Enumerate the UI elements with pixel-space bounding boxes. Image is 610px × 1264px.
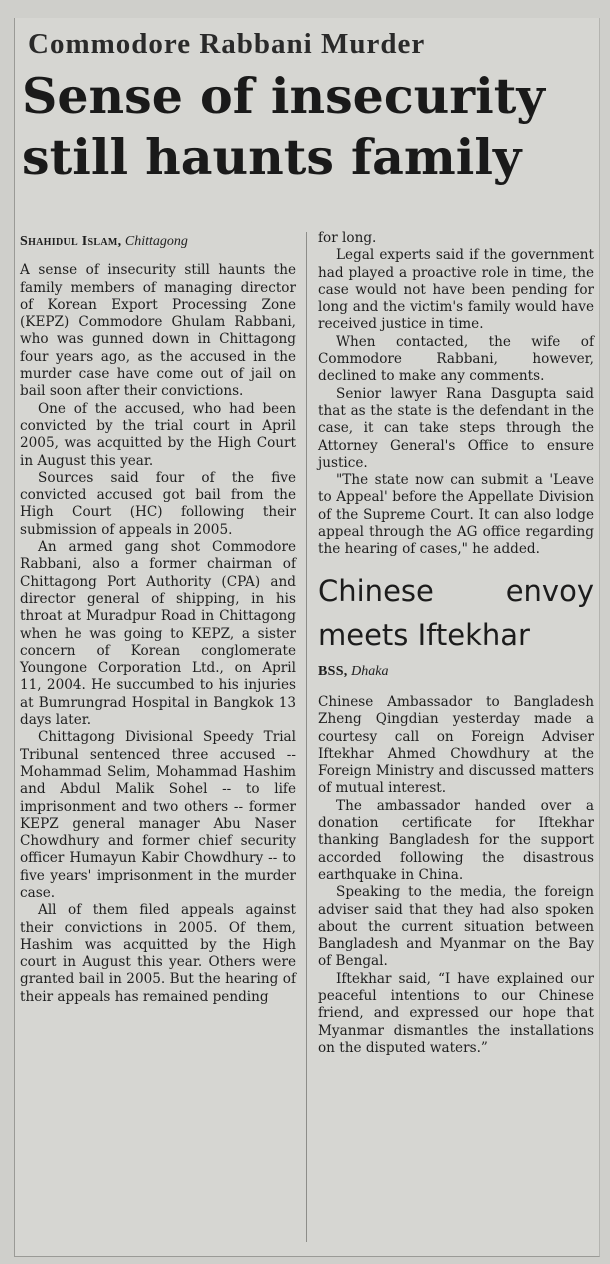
article-column-right	[318, 230, 594, 1057]
article-paragraph: Senior lawyer Rana Dasgupta said that as the state is the defendant in the case, it can take steps through the Attorney General's Office to ensure justice.	[318, 385, 594, 471]
article-headline: Sense of insecurity still haunts family	[22, 67, 545, 186]
brief-byline	[318, 663, 594, 680]
article-kicker: Commodore Rabbani Murder	[28, 28, 426, 60]
byline-location: Chittagong	[124, 234, 188, 249]
brief-paragraph: The ambassador handed over a donation certificate for Iftekhar thanking Bangladesh for the support accorded following the disastrous earthquake in China.	[318, 797, 594, 883]
brief-paragraph: Iftekhar said, “I have explained our peaceful intentions to our Chinese friend, and expressed our hope that Myanmar dismantles the installations on the disputed waters.”	[318, 970, 594, 1056]
brief-headline: Chinese envoy meets Iftekhar	[318, 573, 594, 652]
article-paragraph: When contacted, the wife of Commodore Rabbani, however, declined to make any comments.	[318, 333, 594, 385]
article-paragraph: An armed gang shot Commodore Rabbani, also a former chairman of Chittagong Port Authority (CPA) and director general of shipping, in his throat at Muradpur Road in Chittagong when he was going to KEPZ, a sister concern of Korean conglomerate Youngone Corporation Ltd., on April 11, 2004. He succumbed to his injuries at Bumrungrad Hospital in Bangkok 13 days later.	[20, 539, 296, 729]
article-paragraph: Sources said four of the five convicted accused got bail from the High Court (HC) following their submission of appeals in 2005.	[20, 469, 296, 538]
article-paragraph: Legal experts said if the government had played a proactive role in time, the case would not have been pending for long and the victim's family would have received justice in time.	[318, 247, 594, 333]
article-column-left	[20, 230, 296, 1006]
article-paragraph: "The state now can submit a 'Leave to Appeal' before the Appellate Division of the Supreme Court. It can also lodge appeal through the AG office regarding the hearing of cases," he added.	[318, 472, 594, 558]
brief-paragraph: Chinese Ambassador to Bangladesh Zheng Qingdian yesterday made a courtesy call on Foreign Adviser Iftekhar Ahmed Chowdhury at the Foreign Ministry and discussed matters of mutual interest.	[318, 693, 594, 797]
brief-paragraph: Speaking to the media, the foreign adviser said that they had also spoken about the current situation between Bangladesh and Myanmar on the Bay of Bengal.	[318, 884, 594, 970]
article-paragraph: All of them filed appeals against their convictions in 2005. Of them, Hashim was acquitted by the High court in August this year. Others were granted bail in 2005. But the hearing of their appeals has remained pending	[20, 902, 296, 1005]
byline-author: Shahidul Islam,	[20, 234, 122, 249]
article-byline	[20, 233, 296, 250]
article-paragraph: A sense of insecurity still haunts the family members of managing director of Korean Export Processing Zone (KEPZ) Commodore Ghulam Rabbani, who was gunned down in Chittagong four years ago, as the accused in the murder case have come out of jail on bail soon after their convictions.	[20, 262, 296, 400]
article-paragraph: One of the accused, who had been convicted by the trial court in April 2005, was acquitted by the High Court in August this year.	[20, 400, 296, 469]
article-paragraph: Chittagong Divisional Speedy Trial Tribunal sentenced three accused -- Mohammad Selim, Mohammad Hashim and Abdul Malik Sohel -- to life imprisonment and two others -- former KEPZ general manager Abu Naser Chowdhury and former chief security officer Humayun Kabir Chowdhury -- to five years' imprisonment in the murder case.	[20, 729, 296, 901]
brief-byline-location: Dhaka	[351, 663, 389, 679]
brief-byline-agency: BSS,	[318, 663, 348, 679]
column-divider	[306, 232, 307, 1242]
article-paragraph-continued: for long.	[318, 230, 377, 246]
